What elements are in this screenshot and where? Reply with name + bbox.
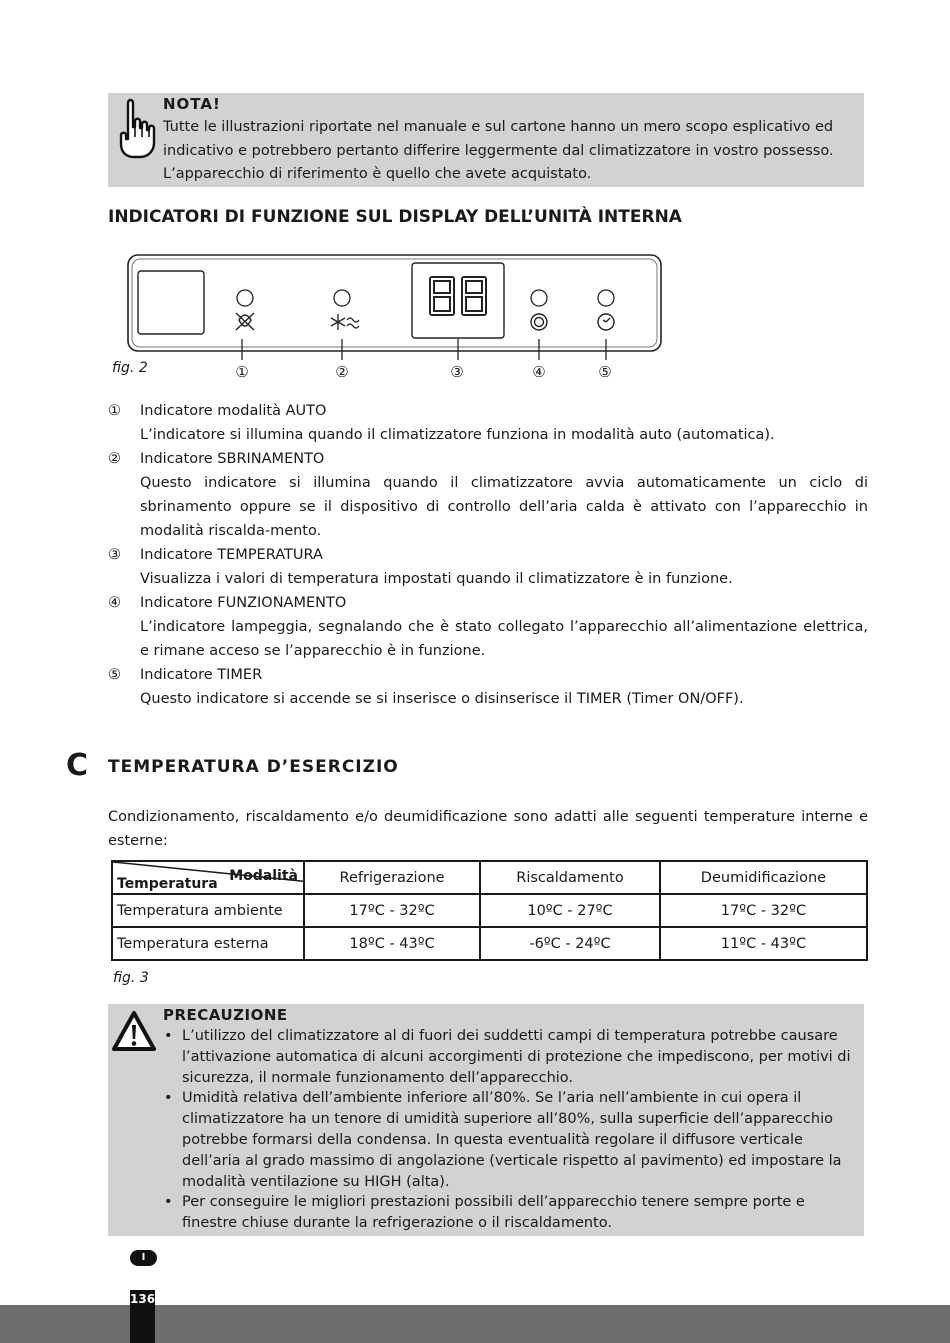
indicator-number: ⑤: [108, 667, 121, 683]
caution-list: [163, 1026, 858, 1234]
note-body: Tutte le illustrazioni riportate nel manuale e sul cartone hanno un mero scopo esplicativo ed indicativo e potrebbero pertanto differire leggermente dal climatizzatore in vostro possesso. L’apparecchio di riferimento è quello che avete acquistato.: [163, 119, 834, 182]
caution-item: [163, 1026, 858, 1088]
indicator-title: Indicatore FUNZIONAMENTO: [140, 595, 347, 611]
indicator-title: Indicatore modalità AUTO: [140, 403, 327, 419]
indicator-number: ③: [108, 547, 121, 563]
indicator-desc: Visualizza i valori di temperatura impostati quando il climatizzatore è in funzione.: [140, 571, 733, 587]
corner-label-mode: Modalità: [229, 868, 298, 884]
indicator-item: [108, 663, 868, 711]
callout-5: ⑤: [598, 363, 612, 381]
table-cell: 17ºC - 32ºC: [304, 894, 480, 927]
indicator-desc: L’indicatore lampeggia, segnalando che è stato collegato l’apparecchio all’alimentazione elettrica, e rimane acceso se l’apparecchio è in funzione.: [140, 619, 868, 659]
table-corner-cell: [112, 861, 304, 894]
note-title: NOTA!: [163, 95, 221, 113]
indicator-item: [108, 543, 868, 591]
table-cell: 11ºC - 43ºC: [660, 927, 867, 960]
indicator-desc: L’indicatore si illumina quando il climatizzatore funziona in modalità auto (automatica).: [140, 427, 775, 443]
table-row: [112, 894, 867, 927]
bullet-icon: •: [164, 1028, 173, 1044]
indicator-item: [108, 399, 868, 447]
row-label: Temperatura esterna: [112, 927, 304, 960]
caution-box: [108, 1004, 864, 1236]
indicator-item: [108, 591, 868, 663]
section-letter: C: [66, 748, 89, 783]
table-cell: 18ºC - 43ºC: [304, 927, 480, 960]
indicator-list: [108, 399, 868, 711]
indicator-title: Indicatore TEMPERATURA: [140, 547, 323, 563]
table-row: [112, 927, 867, 960]
table-header: Riscaldamento: [480, 861, 660, 894]
table-header-row: [112, 861, 867, 894]
caution-title: PRECAUZIONE: [163, 1006, 288, 1024]
section-c-title: TEMPERATURA D’ESERCIZIO: [108, 757, 399, 777]
section-c-intro: Condizionamento, riscaldamento e/o deumidificazione sono adatti alle seguenti temperature interne e esterne:: [108, 809, 868, 849]
caution-item-text: L’utilizzo del climatizzatore al di fuori dei suddetti campi di temperatura potrebbe causare l’attivazione automatica di alcuni accorgimenti di protezione che impediscono, per motivi di sicurezza, il normale funzionamento dell’apparecchio.: [182, 1028, 851, 1086]
fig2-label: fig. 2: [112, 360, 148, 376]
callout-2: ②: [335, 363, 349, 381]
indicator-title: Indicatore TIMER: [140, 667, 263, 683]
indicator-number: ④: [108, 595, 121, 611]
fig3-label: fig. 3: [113, 970, 149, 986]
indicator-title: Indicatore SBRINAMENTO: [140, 451, 325, 467]
display-section-heading: INDICATORI DI FUNZIONE SUL DISPLAY DELL’UNITÀ INTERNA: [108, 207, 682, 227]
pointing-hand-icon: [114, 97, 158, 161]
caution-item: [163, 1192, 858, 1234]
display-panel-figure: [108, 250, 678, 385]
caution-item-text: Umidità relativa dell’ambiente inferiore all’80%. Se l’aria nell’ambiente in cui opera il climatizzatore ha un tenore di umidità superiore all’80%, sulla superficie dell’apparecchio potrebbe formarsi della condensa. In questa eventualità regolare il diffusore verticale dell’aria al grado massimo di angolazione (verticale rispetto al pavimento) ed impostare la modalità ventilazione su HIGH (alta).: [182, 1090, 842, 1190]
callout-1: ①: [235, 363, 249, 381]
row-label: Temperatura ambiente: [112, 894, 304, 927]
caution-item-text: Per conseguire le migliori prestazioni possibili dell’apparecchio tenere sempre porte e finestre chiuse durante la refrigerazione o il riscaldamento.: [182, 1194, 805, 1232]
note-box: [108, 93, 864, 187]
table-header: Deumidificazione: [660, 861, 867, 894]
callout-3: ③: [450, 363, 464, 381]
table-header: Refrigerazione: [304, 861, 480, 894]
indicator-number: ②: [108, 451, 121, 467]
language-badge: I: [130, 1250, 157, 1266]
operating-temperature-table: [111, 860, 868, 961]
callout-4: ④: [532, 363, 546, 381]
warning-triangle-icon: [111, 1010, 157, 1052]
indicator-desc: Questo indicatore si illumina quando il climatizzatore avvia automaticamente un ciclo di sbrinamento oppure se il dispositivo di controllo dell’aria calda è attivato con l’apparecchio in modalità riscalda-mento.: [140, 475, 868, 539]
table-cell: 10ºC - 27ºC: [480, 894, 660, 927]
indicator-number: ①: [108, 403, 121, 419]
table-cell: 17ºC - 32ºC: [660, 894, 867, 927]
caution-item: [163, 1088, 858, 1192]
page-number: 136: [130, 1292, 156, 1306]
corner-label-temperature: Temperatura: [117, 876, 218, 892]
bullet-icon: •: [164, 1090, 173, 1107]
bullet-icon: •: [164, 1194, 173, 1211]
indicator-desc: Questo indicatore si accende se si inserisce o disinserisce il TIMER (Timer ON/OFF).: [140, 691, 744, 707]
indicator-item: [108, 447, 868, 543]
table-cell: -6ºC - 24ºC: [480, 927, 660, 960]
